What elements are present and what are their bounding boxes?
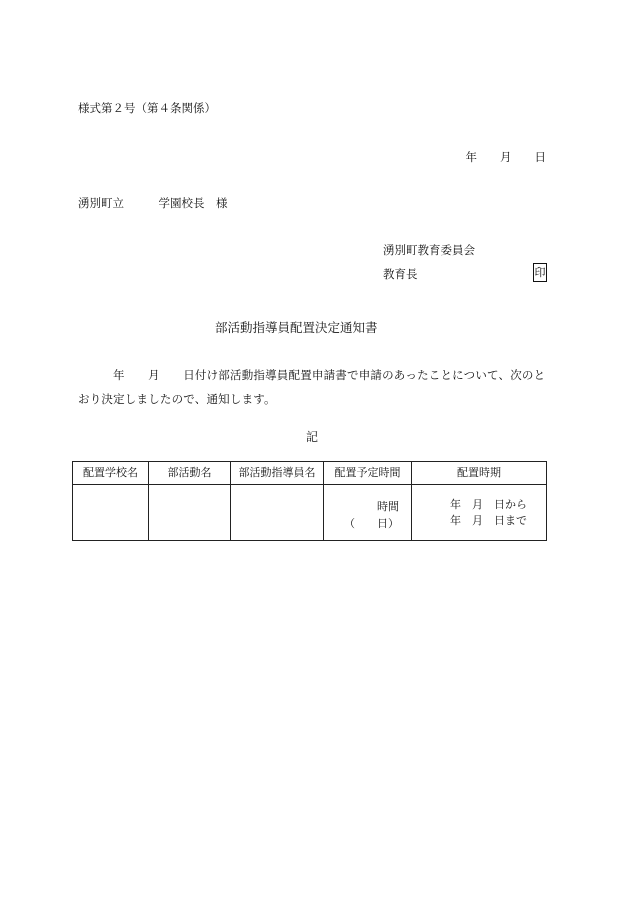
hours-label: 時間 (377, 500, 399, 513)
cell-club-name (149, 485, 231, 541)
body-text-line: 年 月 日付け部活動指導員配置申請書で申請のあったことについて、次のと (113, 368, 546, 382)
cell-school-name (73, 485, 149, 541)
header-placement-period: 配置時期 (412, 462, 547, 485)
body-text-line: おり決定しましたので、通知します。 (78, 392, 276, 406)
cell-scheduled-hours (324, 485, 412, 541)
placement-table (72, 461, 547, 541)
document-title: 部活動指導員配置決定通知書 (215, 320, 378, 335)
cell-placement-period (412, 485, 547, 541)
header-club-name: 部活動名 (149, 462, 231, 485)
days-label: （ 日） (344, 517, 399, 530)
header-scheduled-hours: 配置予定時間 (324, 462, 412, 485)
recipient: 湧別町立 学園校長 様 (78, 196, 228, 210)
header-instructor-name: 部活動指導員名 (231, 462, 324, 485)
period-end: 年 月 日まで (450, 514, 527, 527)
period-start: 年 月 日から (450, 498, 527, 511)
sender-title: 教育長 (383, 267, 418, 281)
sender-organization: 湧別町教育委員会 (383, 243, 475, 257)
scheduled-hours-content (324, 485, 411, 532)
table-header-row (73, 462, 547, 485)
seal-box: 印 (533, 263, 547, 282)
form-number: 様式第２号（第４条関係） (78, 101, 216, 115)
cell-instructor-name (231, 485, 324, 541)
header-school-name: 配置学校名 (73, 462, 149, 485)
date-line: 年 月 日 (465, 150, 546, 164)
note-heading: 記 (306, 430, 319, 444)
placement-period-content (412, 485, 546, 529)
table-row (73, 485, 547, 541)
